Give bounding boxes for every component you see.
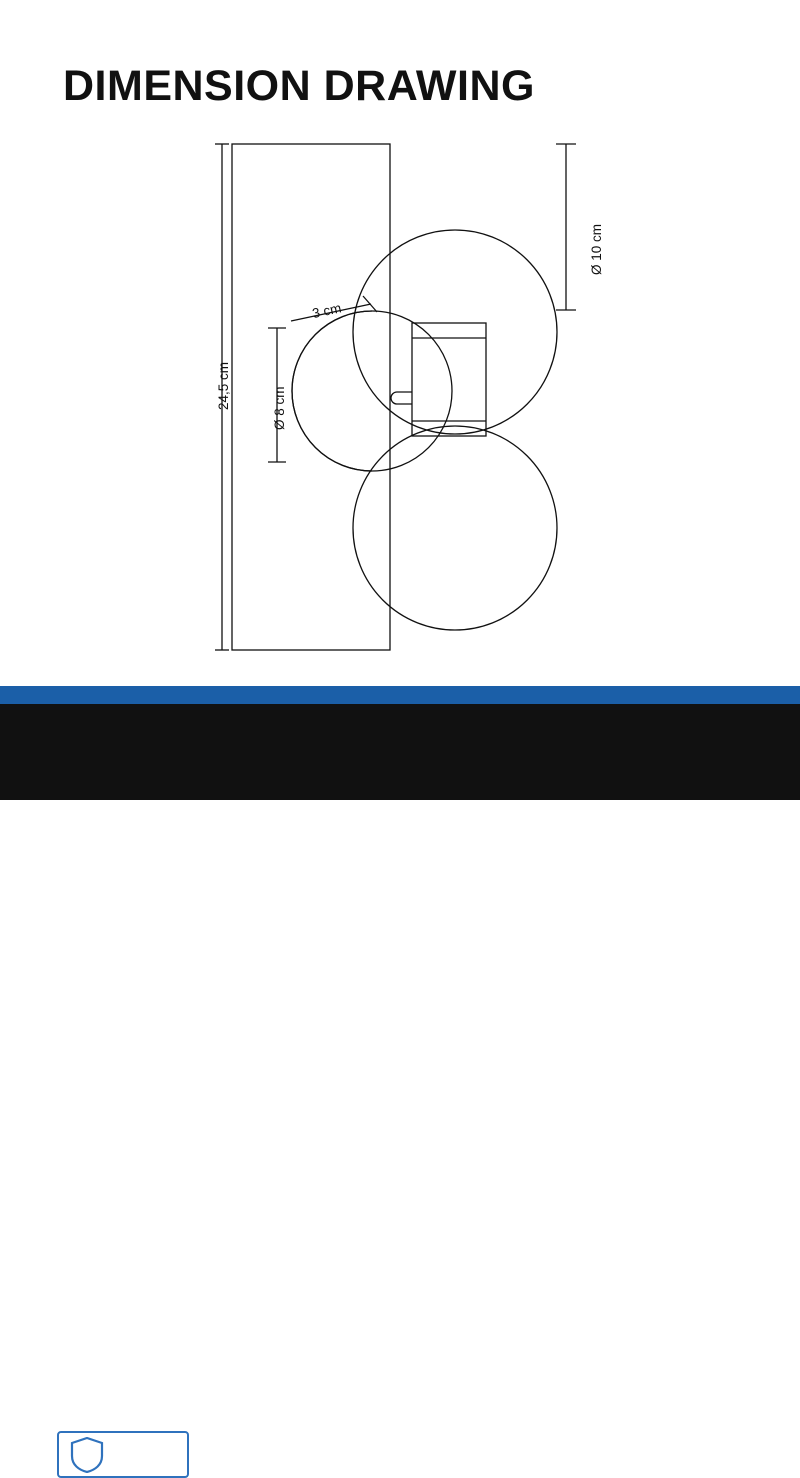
accent-divider bbox=[0, 686, 800, 704]
warranty-text bbox=[113, 1442, 180, 1467]
footer bbox=[0, 704, 800, 1468]
base-diameter-label: Ø 8 cm bbox=[272, 386, 287, 430]
product-dimension-diagram bbox=[0, 110, 800, 680]
mounting-plate-edge bbox=[292, 311, 372, 471]
switch-nub bbox=[391, 392, 412, 404]
bounding-rectangle bbox=[232, 144, 390, 650]
diagram-svg bbox=[0, 110, 800, 680]
warranty-years-number: 2 bbox=[82, 1444, 92, 1464]
brand-logo: Olucia bbox=[648, 1433, 738, 1468]
warranty-badge bbox=[57, 1431, 189, 1478]
page-title: DIMENSION DRAWING bbox=[63, 62, 535, 110]
bottom-sphere bbox=[353, 426, 557, 630]
top-sphere bbox=[353, 230, 557, 434]
warranty-line-2: WARRANTY bbox=[113, 1454, 180, 1467]
depth-dimension-label: 3 cm bbox=[310, 300, 343, 321]
sphere-diameter-label: Ø 10 cm bbox=[589, 223, 604, 275]
lamp-holder bbox=[412, 323, 486, 436]
height-dimension-label: 24,5 cm bbox=[216, 361, 231, 410]
depth-leader-tick bbox=[363, 296, 377, 312]
warranty-line-1: YEAR bbox=[113, 1442, 146, 1455]
shield-icon bbox=[70, 1437, 104, 1473]
